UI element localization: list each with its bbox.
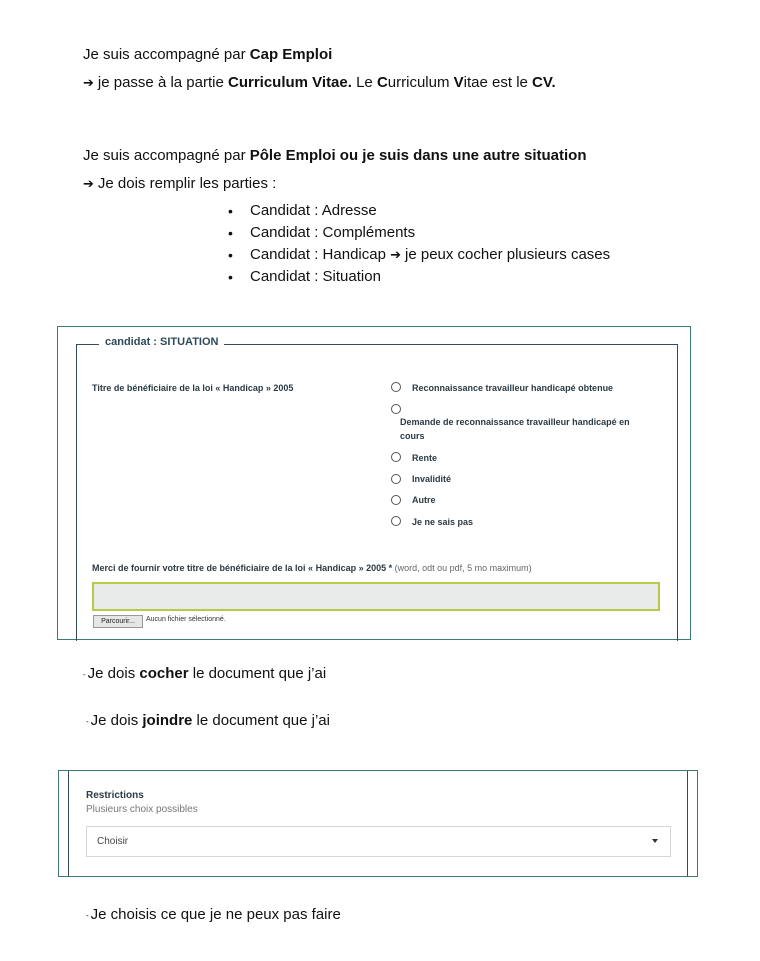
radio-je-ne-sais-pas[interactable]	[391, 516, 401, 526]
arrow-right-icon: ➔	[83, 75, 94, 90]
select-value: Choisir	[97, 836, 129, 847]
restrictions-select[interactable]	[86, 826, 671, 857]
text: urriculum	[387, 74, 454, 91]
cv-line	[83, 74, 556, 91]
text-bold: C	[376, 74, 388, 91]
text: Je suis accompagné par	[83, 46, 250, 63]
radio-demande-reconnaissance[interactable]	[391, 404, 401, 414]
list-item: • Candidat : Situation	[228, 266, 610, 288]
text-bold: Merci de fournir votre titre de bénéficiaire de la loi « Handicap » 2005 *	[92, 563, 393, 573]
text: le document que j’ai	[192, 712, 330, 729]
browse-button[interactable]: Parcourir...	[93, 615, 143, 628]
situation-panel	[57, 326, 691, 640]
text: Je dois	[90, 712, 143, 729]
option-label: Autre	[412, 495, 436, 505]
restrictions-title: Restrictions	[86, 790, 144, 801]
arrow-right-icon: ➔	[83, 176, 94, 191]
dash: -	[83, 670, 86, 679]
cocher-line	[83, 665, 326, 682]
text: je passe à la partie	[97, 74, 228, 91]
text-bold: cocher	[139, 665, 189, 682]
chevron-down-icon	[652, 839, 658, 843]
list-item: • Candidat : Adresse	[228, 200, 610, 222]
text-bold: Pôle Emploi ou je suis dans une autre situation	[249, 147, 587, 164]
text: Je dois	[87, 665, 140, 682]
arrow-right-icon: ➔	[390, 247, 402, 262]
radio-reconnaissance-obtenue[interactable]	[391, 382, 401, 392]
option-label: Demande de reconnaissance travailleur handicapé en	[400, 417, 630, 427]
text-bold: CV.	[532, 74, 556, 91]
text: Le	[351, 74, 377, 91]
list-item	[228, 244, 610, 266]
option-label: Rente	[412, 453, 438, 463]
choisis-line	[86, 906, 341, 923]
text: le document que j’ai	[188, 665, 327, 682]
no-file-text: Aucun fichier sélectionné.	[146, 616, 226, 623]
option-label: cours	[400, 431, 425, 441]
restrictions-subtitle: Plusieurs choix possibles	[86, 804, 198, 815]
text: Je choisis ce que je ne peux pas faire	[90, 906, 341, 923]
text: Candidat : Handicap	[250, 246, 386, 263]
question-label: Titre de bénéficiaire de la loi « Handicap » 2005	[92, 383, 294, 393]
text-hint: (word, odt ou pdf, 5 mo maximum)	[394, 563, 532, 573]
text: je peux cocher plusieurs cases	[405, 246, 611, 263]
text: Je suis accompagné par	[83, 147, 250, 164]
parts-list	[228, 200, 610, 288]
pole-emploi-line	[83, 147, 587, 164]
text: itae est le	[463, 74, 533, 91]
restrictions-panel	[58, 770, 698, 877]
radio-invalidite[interactable]	[391, 474, 401, 484]
file-dropzone[interactable]	[92, 582, 660, 611]
text-bold: joindre	[142, 712, 193, 729]
cap-emploi-line	[83, 46, 332, 63]
dash: -	[86, 717, 89, 726]
divider	[68, 771, 69, 876]
remplir-line	[83, 175, 276, 192]
fieldset-legend: candidat : SITUATION	[99, 336, 224, 348]
text-bold: V	[453, 74, 464, 91]
option-label: Invalidité	[412, 474, 452, 484]
divider	[687, 771, 688, 876]
text: Je dois remplir les parties :	[97, 175, 277, 192]
option-label: Reconnaissance travailleur handicapé obtenue	[412, 383, 614, 393]
list-item: • Candidat : Compléments	[228, 222, 610, 244]
dash: -	[86, 911, 89, 920]
text-bold: Cap Emploi	[249, 46, 333, 63]
radio-rente[interactable]	[391, 452, 401, 462]
radio-autre[interactable]	[391, 495, 401, 505]
option-label: Je ne sais pas	[412, 517, 474, 527]
text-bold: Curriculum Vitae.	[227, 74, 352, 91]
file-label	[92, 563, 532, 573]
joindre-line	[86, 712, 330, 729]
